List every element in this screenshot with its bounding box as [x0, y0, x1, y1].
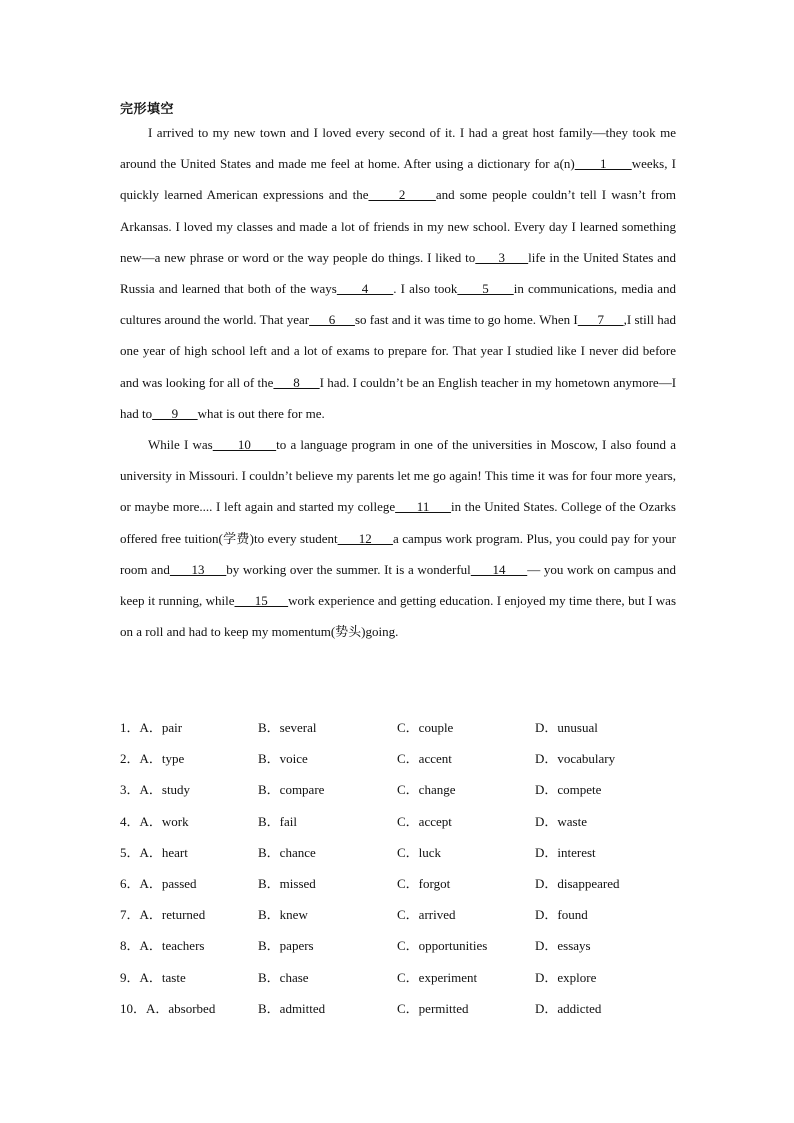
passage-text: work experience and getting education. I enjoyed my time there, but I was on a roll and had to keep my momentum(势头)going. — [120, 593, 676, 640]
answer-blank[interactable]: 12 — [337, 530, 393, 546]
option-a[interactable]: 7．A．returned — [120, 907, 206, 923]
option-d[interactable]: D．explore — [535, 969, 597, 985]
answer-blank[interactable]: 3 — [475, 249, 529, 265]
option-c[interactable]: C．permitted — [397, 1000, 469, 1016]
option-a[interactable]: 10．A．absorbed — [120, 1000, 216, 1016]
option-b[interactable]: B．compare — [258, 782, 325, 798]
answer-blank[interactable]: 6 — [309, 312, 355, 328]
question-row — [120, 774, 680, 805]
option-d[interactable]: D．unusual — [535, 720, 598, 735]
option-a[interactable]: 9．A．taste — [120, 969, 186, 985]
question-row — [120, 806, 680, 837]
passage-text: weeks, I quickly learned American expressions and the — [120, 156, 676, 203]
option-d[interactable]: D．interest — [535, 844, 596, 860]
option-c[interactable]: C．accept — [397, 813, 452, 829]
passage-text: to a language program in one of the universities in Moscow, I also found a university in Missouri. I couldn’t believe my parents let me go again! This time it was for four more years, or maybe more.... I left again and started my college — [120, 437, 676, 515]
option-a[interactable]: 8．A．teachers — [120, 938, 205, 954]
answer-blank[interactable]: 15 — [234, 593, 289, 609]
passage — [120, 117, 676, 647]
answer-blank[interactable]: 11 — [395, 499, 452, 515]
passage-paragraph — [120, 117, 676, 429]
passage-text: life in the United States and Russia and learned that both of the ways — [120, 249, 676, 297]
option-c[interactable]: C．arrived — [397, 907, 456, 923]
option-b[interactable]: B．fail — [258, 813, 297, 829]
option-c[interactable]: C．experiment — [397, 969, 478, 985]
option-d[interactable]: D．waste — [535, 813, 587, 829]
answer-blank[interactable]: 8 — [273, 374, 320, 390]
question-row — [120, 899, 680, 930]
option-c[interactable]: C．couple — [397, 720, 454, 735]
option-b[interactable]: B．chase — [258, 969, 309, 985]
option-b[interactable]: B．papers — [258, 938, 314, 954]
option-c[interactable]: C．accent — [397, 751, 452, 767]
question-options — [120, 712, 680, 1024]
option-a[interactable]: 6．A．passed — [120, 875, 197, 891]
passage-text: While I was — [148, 437, 213, 453]
question-row — [120, 868, 680, 899]
passage-text: by working over the summer. It is a wonderful — [226, 561, 471, 577]
question-row — [120, 837, 680, 868]
question-row — [120, 712, 680, 743]
option-a[interactable]: 1．A．pair — [120, 720, 183, 735]
option-a[interactable]: 5．A．heart — [120, 844, 188, 860]
option-d[interactable]: D．vocabulary — [535, 751, 616, 767]
page-title: 完形填空 — [120, 102, 175, 117]
passage-text: I arrived to my new town and I loved every second of it. I had a great host family—they took me around the United States and made me feel at home. After using a dictionary for a(n) — [120, 125, 676, 172]
question-row — [120, 993, 680, 1024]
option-b[interactable]: B．knew — [258, 907, 308, 923]
option-d[interactable]: D．addicted — [535, 1000, 602, 1016]
answer-blank[interactable]: 2 — [368, 187, 436, 203]
option-c[interactable]: C．forgot — [397, 875, 451, 891]
option-b[interactable]: B．several — [258, 720, 317, 735]
answer-blank[interactable]: 9 — [152, 405, 198, 421]
option-d[interactable]: D．compete — [535, 782, 602, 798]
option-c[interactable]: C．change — [397, 782, 456, 798]
option-a[interactable]: 4．A．work — [120, 813, 189, 829]
passage-text: I had. I couldn’t be an English teacher in my hometown anymore—I had to — [120, 374, 677, 421]
passage-text: — you work on campus and keep it running, while — [120, 561, 677, 609]
option-b[interactable]: B．chance — [258, 844, 316, 860]
question-row — [120, 930, 680, 961]
answer-blank[interactable]: 7 — [577, 312, 624, 328]
option-d[interactable]: D．disappeared — [535, 875, 620, 891]
option-a[interactable]: 2．A．type — [120, 751, 185, 767]
question-row — [120, 743, 680, 774]
answer-blank[interactable]: 13 — [169, 561, 227, 577]
answer-blank[interactable]: 14 — [470, 561, 528, 577]
passage-text: so fast and it was time to go home. When I — [354, 312, 578, 328]
question-row — [120, 962, 680, 993]
option-c[interactable]: C．luck — [397, 844, 442, 860]
passage-text: ,I still had one year of high school left and a lot of exams to prepare for. That year I studied like I never did before and was looking for all of the — [120, 312, 677, 390]
option-d[interactable]: D．found — [535, 907, 588, 923]
passage-text: what is out there for me. — [197, 405, 325, 421]
option-b[interactable]: B．missed — [258, 875, 316, 891]
passage-text: a campus work program. Plus, you could pay for your room and — [120, 530, 676, 577]
answer-blank[interactable]: 10 — [212, 437, 277, 453]
passage-text: . I also took — [393, 281, 458, 297]
passage-text: in the United States. College of the Ozarks offered free tuition(学费)to every student — [120, 499, 676, 546]
option-b[interactable]: B．voice — [258, 751, 308, 767]
answer-blank[interactable]: 5 — [457, 281, 514, 297]
answer-blank[interactable]: 1 — [574, 156, 632, 172]
option-a[interactable]: 3．A．study — [120, 782, 191, 798]
option-d[interactable]: D．essays — [535, 938, 591, 954]
option-b[interactable]: B．admitted — [258, 1000, 326, 1016]
passage-text: and some people couldn’t tell I wasn’t from Arkansas. I loved my classes and made a lot of friends in my new school. Every day I learned something new—a new phrase or word or the way people do things. I liked to — [120, 187, 676, 265]
passage-text: in communications, media and cultures around the world. That year — [120, 281, 677, 328]
passage-paragraph — [120, 429, 676, 647]
answer-blank[interactable]: 4 — [336, 281, 394, 297]
option-c[interactable]: C．opportunities — [397, 938, 488, 954]
